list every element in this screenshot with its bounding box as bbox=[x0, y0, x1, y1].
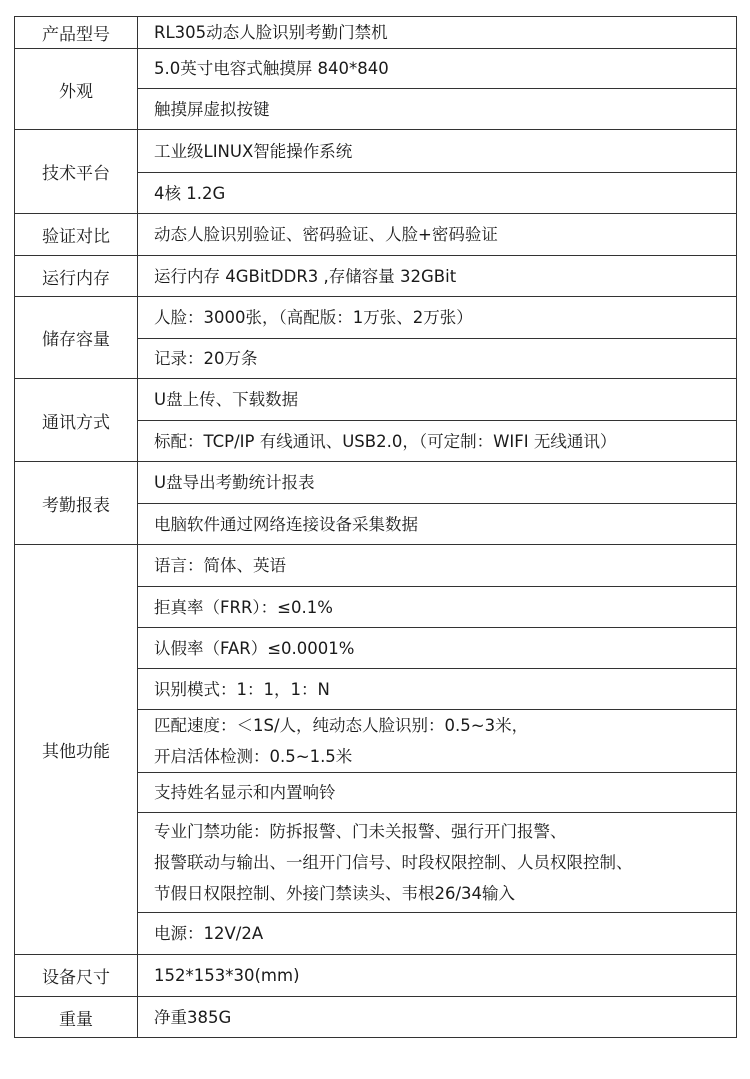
spec-label: 产品型号 bbox=[15, 17, 138, 49]
spec-value-line: 匹配速度：＜1S/人，纯动态人脸识别：0.5~3米， bbox=[154, 716, 529, 735]
spec-value-line: 拒真率（FRR）：≤0.1% bbox=[154, 597, 333, 617]
spec-value bbox=[138, 256, 737, 297]
spec-value bbox=[138, 339, 737, 379]
spec-label: 其他功能 bbox=[15, 545, 138, 955]
spec-value-line: 净重385G bbox=[154, 1007, 232, 1027]
table-row bbox=[15, 17, 737, 49]
spec-label: 储存容量 bbox=[15, 297, 138, 379]
spec-value-line: 4核 1.2G bbox=[154, 183, 226, 203]
table-row bbox=[15, 214, 737, 256]
spec-value bbox=[138, 545, 737, 587]
spec-table bbox=[14, 16, 737, 1038]
spec-value-line: 人脸：3000张，（高配版：1万张、2万张） bbox=[154, 308, 473, 327]
spec-value bbox=[138, 997, 737, 1038]
table-row bbox=[15, 955, 737, 997]
spec-value-line: 5.0英寸电容式触摸屏 840*840 bbox=[154, 59, 389, 78]
table-row bbox=[15, 379, 737, 421]
table-row bbox=[15, 130, 737, 173]
table-row bbox=[15, 545, 737, 587]
spec-value bbox=[138, 421, 737, 462]
spec-value bbox=[138, 669, 737, 710]
spec-label: 技术平台 bbox=[15, 130, 138, 214]
spec-label: 设备尺寸 bbox=[15, 955, 138, 997]
spec-value-line: RL305动态人脸识别考勤门禁机 bbox=[154, 23, 388, 42]
spec-value bbox=[138, 813, 737, 913]
table-row bbox=[15, 297, 737, 339]
spec-value bbox=[138, 504, 737, 545]
spec-value-line: 语言：简体、英语 bbox=[154, 556, 286, 575]
spec-value-line: 触摸屏虚拟按键 bbox=[154, 99, 270, 119]
spec-value-line: 记录：20万条 bbox=[154, 349, 258, 368]
spec-label: 通讯方式 bbox=[15, 379, 138, 462]
spec-value-line: 标配：TCP/IP 有线通讯、USB2.0，（可定制：WIFI 无线通讯） bbox=[154, 431, 617, 451]
spec-value-line: 支持姓名显示和内置响铃 bbox=[154, 783, 336, 802]
table-row bbox=[15, 256, 737, 297]
spec-value-line: 识别模式：1：1，1：N bbox=[154, 679, 330, 699]
spec-value-line: 电源：12V/2A bbox=[154, 924, 264, 943]
spec-value bbox=[138, 89, 737, 130]
spec-label: 验证对比 bbox=[15, 214, 138, 256]
spec-value-line: 动态人脸识别验证、密码验证、人脸+密码验证 bbox=[154, 225, 498, 244]
spec-value bbox=[138, 17, 737, 49]
spec-value bbox=[138, 628, 737, 669]
spec-value-line: 运行内存 4GBitDDR3 ,存储容量 32GBit bbox=[154, 266, 457, 286]
spec-value-line: 电脑软件通过网络连接设备采集数据 bbox=[154, 514, 418, 534]
spec-value bbox=[138, 773, 737, 813]
spec-value-line: 节假日权限控制、外接门禁读头、韦根26/34输入 bbox=[154, 884, 516, 903]
spec-table-body bbox=[15, 17, 737, 1038]
spec-value bbox=[138, 710, 737, 773]
spec-value bbox=[138, 379, 737, 421]
spec-value bbox=[138, 214, 737, 256]
spec-label: 运行内存 bbox=[15, 256, 138, 297]
spec-value-line: 开启活体检测：0.5~1.5米 bbox=[154, 747, 353, 766]
spec-value-line: U盘导出考勤统计报表 bbox=[154, 473, 315, 492]
spec-label: 考勤报表 bbox=[15, 462, 138, 545]
spec-value bbox=[138, 49, 737, 89]
spec-value-line: 152*153*30(mm) bbox=[154, 966, 300, 985]
spec-value bbox=[138, 173, 737, 214]
spec-value bbox=[138, 297, 737, 339]
spec-value-line: U盘上传、下载数据 bbox=[154, 390, 299, 409]
spec-value bbox=[138, 913, 737, 955]
spec-value-line: 报警联动与输出、一组开门信号、时段权限控制、人员权限控制、 bbox=[154, 853, 633, 872]
table-row bbox=[15, 997, 737, 1038]
table-row bbox=[15, 49, 737, 89]
spec-value bbox=[138, 955, 737, 997]
table-row bbox=[15, 462, 737, 504]
spec-label: 外观 bbox=[15, 49, 138, 130]
spec-value-line: 工业级LINUX智能操作系统 bbox=[154, 141, 353, 161]
spec-label: 重量 bbox=[15, 997, 138, 1038]
spec-value-line: 认假率（FAR）≤0.0001% bbox=[154, 638, 355, 658]
spec-value bbox=[138, 462, 737, 504]
spec-value bbox=[138, 130, 737, 173]
spec-value-line: 专业门禁功能：防拆报警、门未关报警、强行开门报警、 bbox=[154, 822, 567, 841]
spec-value bbox=[138, 587, 737, 628]
